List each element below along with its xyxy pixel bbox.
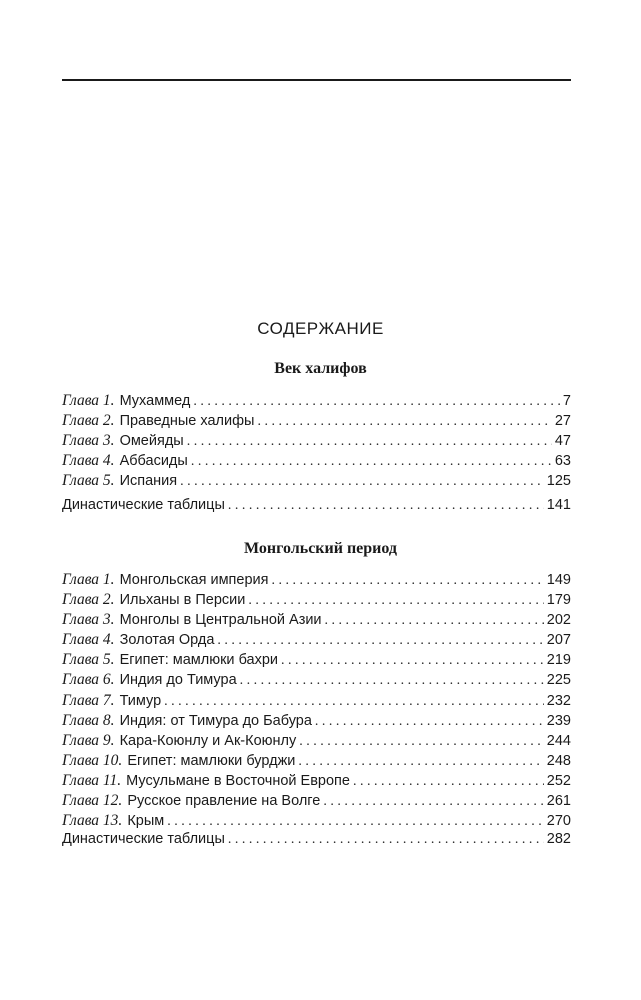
chapter-title: Золотая Орда [119,632,215,649]
dot-leader [180,474,544,490]
toc-mongol-tables [62,831,571,851]
page-number: 252 [546,772,571,789]
tables-title: Династические таблицы [62,497,225,513]
dot-leader [228,832,544,848]
chapter-title: Кара-Коюнлу и Ак-Коюнлу [119,732,297,749]
chapter-label: Глава 2. [62,412,115,430]
chapter-label: Глава 12. [62,792,123,810]
page-title: СОДЕРЖАНИЕ [257,319,384,338]
toc-entry[interactable] [62,571,571,591]
chapter-label: Глава 13. [62,812,123,830]
toc-entry[interactable] [62,651,571,671]
toc-entry-tables[interactable] [62,497,571,517]
chapter-title: Аббасиды [119,453,188,470]
chapter-title: Индия до Тимура [119,672,237,689]
dot-leader [299,734,544,750]
toc-entry[interactable] [62,692,571,712]
chapter-label: Глава 8. [62,711,115,729]
dot-leader [164,694,544,710]
dot-leader [217,633,543,649]
chapter-title: Мухаммед [119,393,191,409]
chapter-label: Глава 4. [62,452,115,470]
toc-entry[interactable] [62,752,571,772]
page-number: 125 [546,473,571,490]
toc-mongol [62,571,571,832]
dot-leader [271,573,543,589]
chapter-label: Глава 7. [62,691,115,709]
chapter-title: Монгольская империя [119,572,269,588]
chapter-title: Мусульмане в Восточной Европе [126,772,350,789]
chapter-title: Индия: от Тимура до Бабура [119,712,312,729]
toc-entry[interactable] [62,472,571,492]
toc-entry[interactable] [62,792,571,812]
chapter-title: Испания [119,473,178,490]
page-number: 261 [546,793,571,810]
chapter-label: Глава 9. [62,731,115,749]
dot-leader [257,414,551,430]
page-number: 270 [546,813,571,830]
chapter-label: Глава 5. [62,651,115,669]
page-number: 207 [546,632,571,649]
dot-leader [281,653,544,669]
toc-entry[interactable] [62,772,571,792]
dot-leader [240,673,544,689]
top-rule [62,79,571,81]
chapter-title: Египет: мамлюки бурджи [127,752,296,769]
dot-leader [187,434,552,450]
page-number: 149 [546,572,571,588]
page-number: 239 [546,712,571,729]
chapter-title: Русское правление на Волге [127,793,321,810]
page-number: 244 [546,732,571,749]
toc-entry[interactable] [62,631,571,651]
section-heading-caliphs: Век халифов [274,360,367,377]
toc-entry-tables[interactable] [62,831,571,851]
page-number: 27 [554,413,571,430]
toc-entry[interactable] [62,712,571,732]
chapter-title: Омейяды [119,433,184,450]
toc-entry[interactable] [62,591,571,611]
page-number: 47 [554,433,571,450]
page-number: 225 [546,672,571,689]
dot-leader [191,454,552,470]
dot-leader [298,754,543,770]
chapter-label: Глава 5. [62,472,115,490]
dot-leader [228,498,544,514]
toc-entry[interactable] [62,671,571,691]
chapter-label: Глава 1. [62,392,115,409]
page-number: 248 [546,752,571,769]
chapter-title: Крым [127,813,165,830]
dot-leader [353,774,544,790]
page-number: 202 [546,612,571,629]
chapter-title: Египет: мамлюки бахри [119,652,279,669]
page-number: 7 [562,393,571,409]
toc-caliphs-tables [62,497,571,517]
page-number: 282 [546,831,571,847]
section-heading-mongol: Монгольский период [243,540,398,557]
toc-caliphs [62,392,571,492]
chapter-title: Ильханы в Персии [119,592,246,609]
dot-leader [325,613,544,629]
chapter-label: Глава 10. [62,751,123,769]
page-number: 219 [546,652,571,669]
page-number: 232 [546,692,571,709]
chapter-label: Глава 6. [62,671,115,689]
chapter-title: Праведные халифы [119,413,255,430]
toc-entry[interactable] [62,732,571,752]
toc-entry[interactable] [62,611,571,631]
dot-leader [193,394,560,410]
dot-leader [315,714,544,730]
page-number: 63 [554,453,571,470]
toc-entry[interactable] [62,412,571,432]
chapter-title: Тимур [119,692,162,709]
toc-entry[interactable] [62,432,571,452]
page-number: 141 [546,497,571,513]
chapter-label: Глава 2. [62,591,115,609]
toc-entry[interactable] [62,812,571,832]
toc-entry[interactable] [62,452,571,472]
chapter-label: Глава 4. [62,631,115,649]
chapter-title: Монголы в Центральной Азии [119,612,322,629]
chapter-label: Глава 3. [62,611,115,629]
dot-leader [248,593,543,609]
dot-leader [167,814,544,830]
chapter-label: Глава 3. [62,432,115,450]
dot-leader [323,794,543,810]
page-number: 179 [546,592,571,609]
tables-title: Династические таблицы [62,831,225,847]
toc-entry[interactable] [62,392,571,412]
chapter-label: Глава 11. [62,771,122,789]
chapter-label: Глава 1. [62,571,115,588]
